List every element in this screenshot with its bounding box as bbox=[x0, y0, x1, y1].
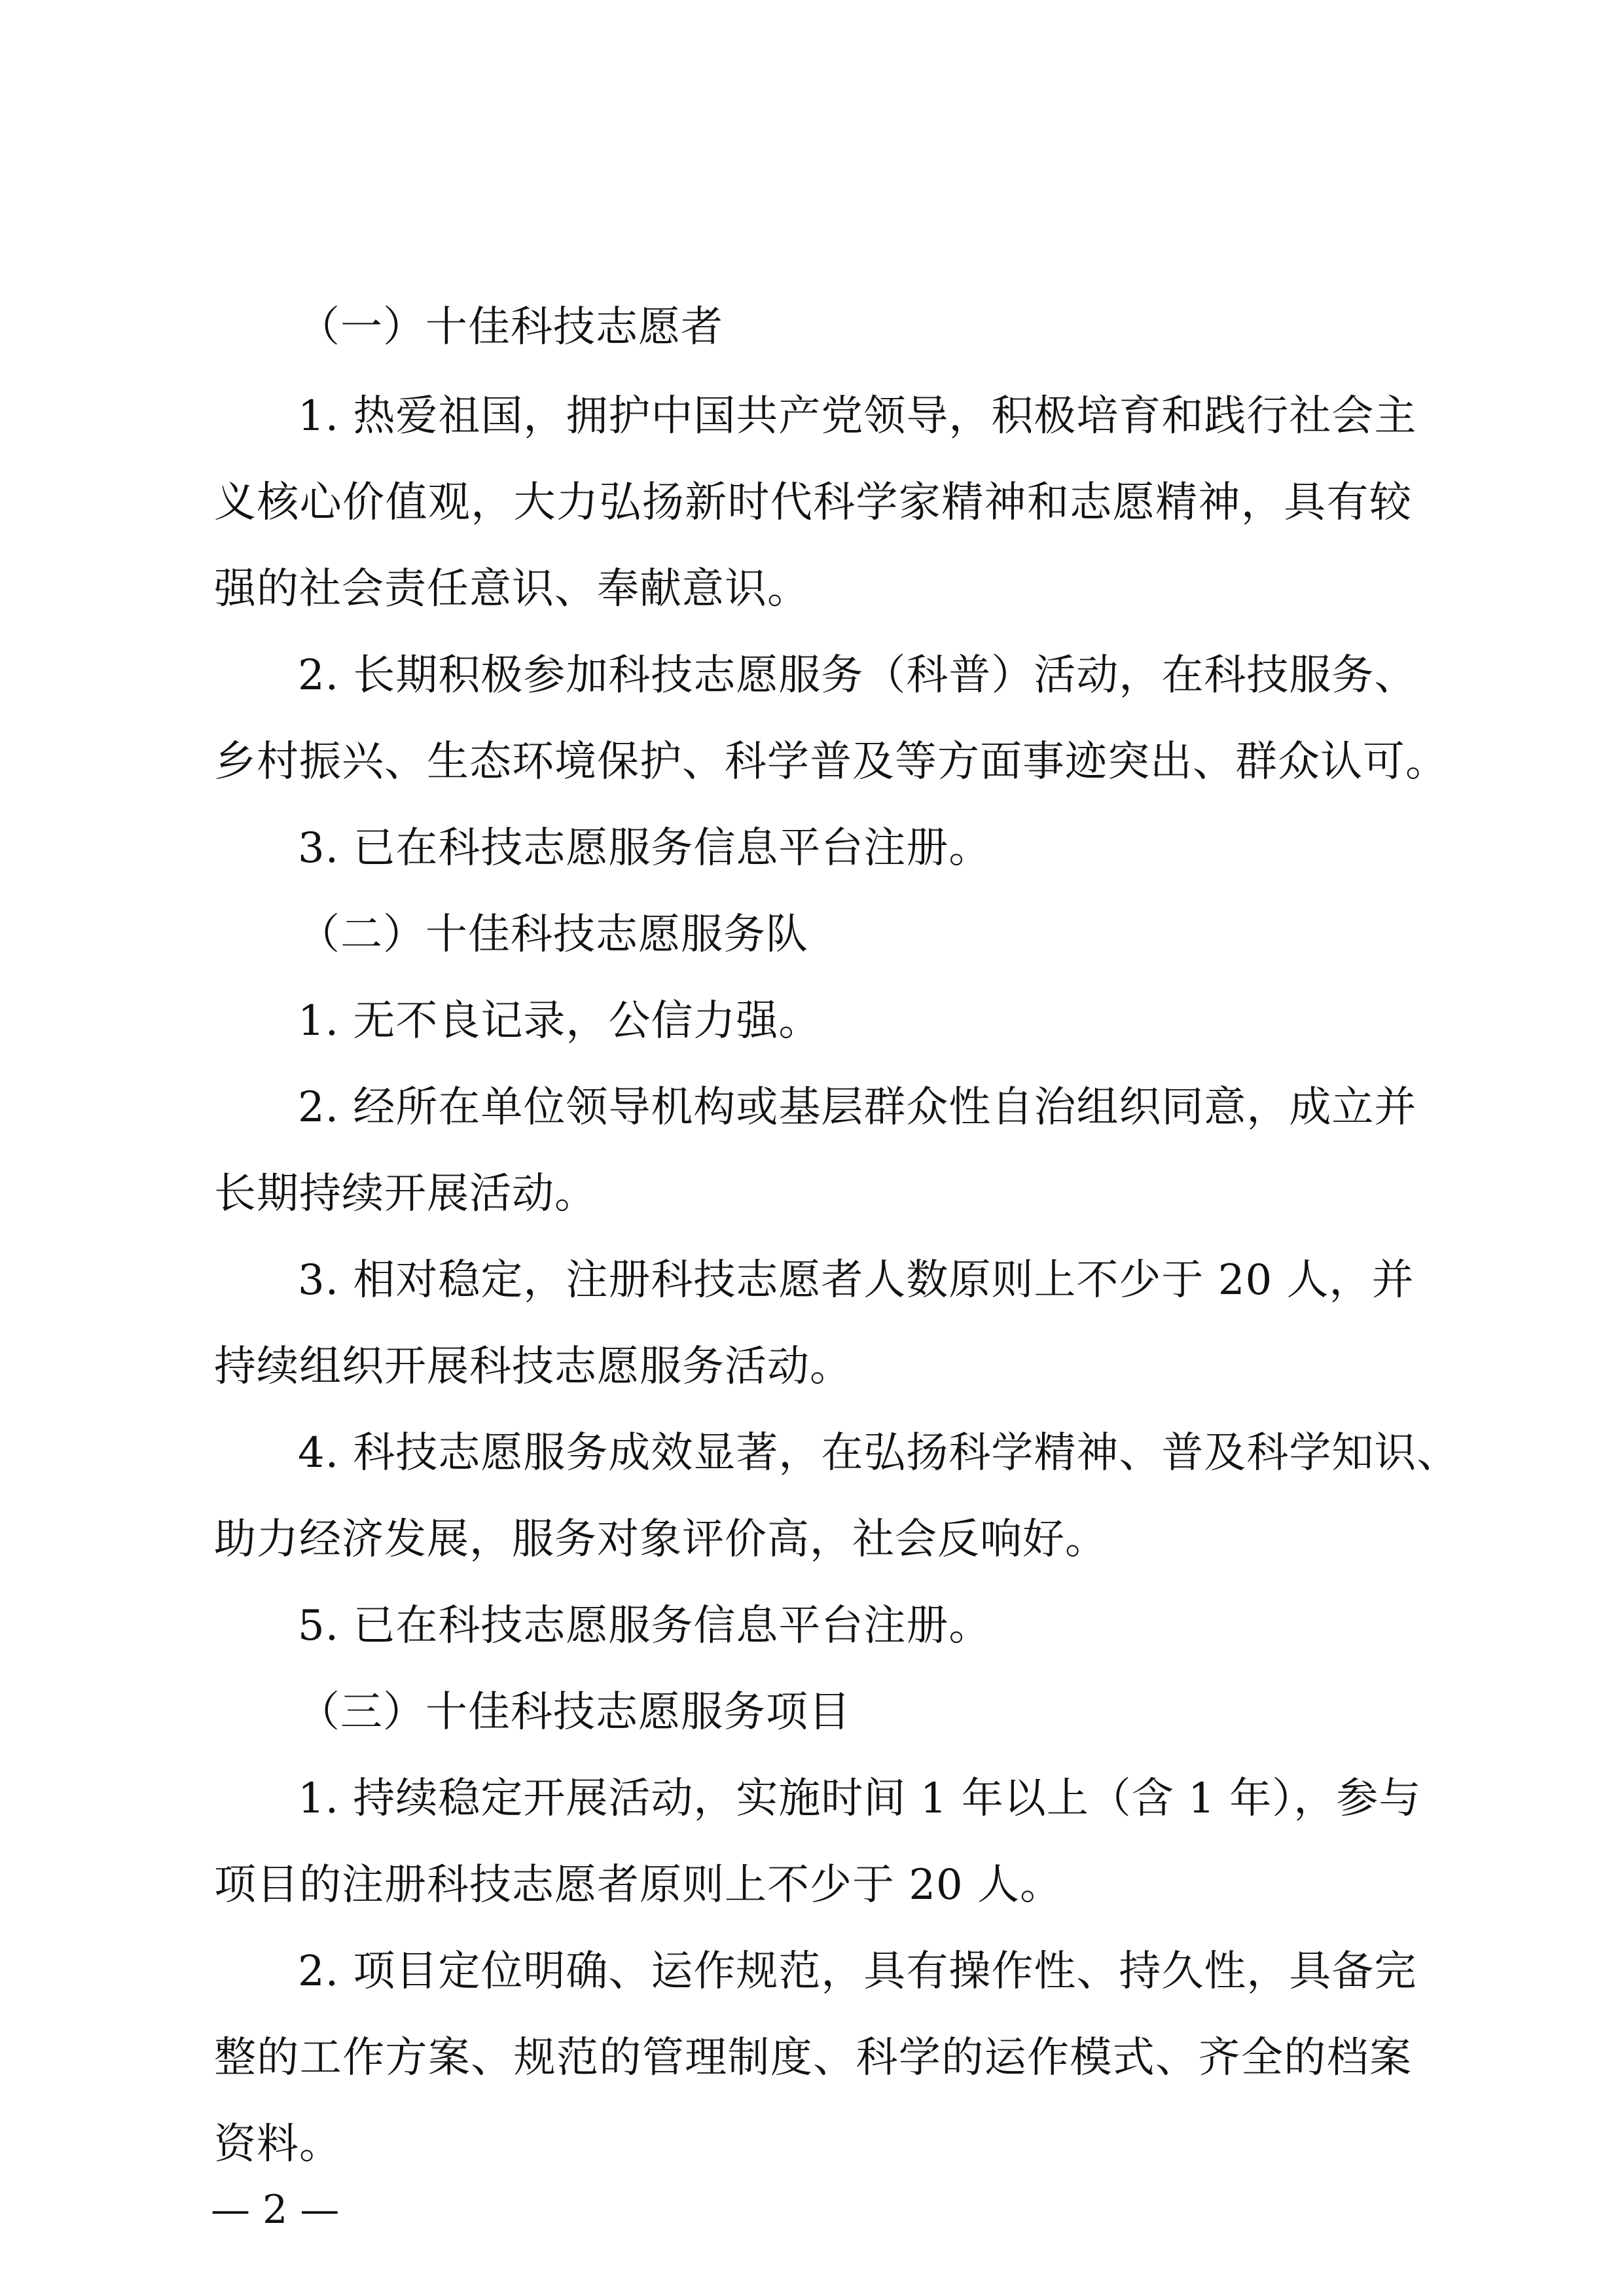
paragraph-line: 义核心价值观，大力弘扬新时代科学家精神和志愿精神，具有较 bbox=[214, 478, 1412, 527]
page-number: — 2 — bbox=[211, 2187, 340, 2233]
paragraph-line: 1. 无不良记录，公信力强。 bbox=[298, 997, 821, 1045]
section-heading-volunteer: （一）十佳科技志愿者 bbox=[298, 303, 723, 351]
paragraph-line: 4. 科技志愿服务成效显著，在弘扬科学精神、普及科学知识、 bbox=[298, 1429, 1460, 1477]
paragraph-line: 3. 相对稳定，注册科技志愿者人数原则上不少于 20 人，并 bbox=[298, 1256, 1415, 1305]
paragraph-line: 整的工作方案、规范的管理制度、科学的运作模式、齐全的档案 bbox=[214, 2034, 1412, 2082]
paragraph-line: 2. 经所在单位领导机构或基层群众性自治组织同意，成立并 bbox=[298, 1083, 1417, 1132]
paragraph-line: 乡村振兴、生态环境保护、科学普及等方面事迹突出、群众认可。 bbox=[214, 738, 1448, 786]
paragraph-line: 资料。 bbox=[214, 2120, 342, 2169]
paragraph-line: 长期持续开展活动。 bbox=[214, 1170, 597, 1218]
paragraph-line: 强的社会责任意识、奉献意识。 bbox=[214, 565, 810, 613]
paragraph-line: 项目的注册科技志愿者原则上不少于 20 人。 bbox=[214, 1861, 1063, 1909]
paragraph-line: 1. 热爱祖国，拥护中国共产党领导，积极培育和践行社会主 bbox=[298, 392, 1417, 441]
paragraph-line: 1. 持续稳定开展活动，实施时间 1 年以上（含 1 年），参与 bbox=[298, 1775, 1422, 1823]
section-heading-project: （三）十佳科技志愿服务项目 bbox=[298, 1688, 851, 1737]
paragraph-line: 5. 已在科技志愿服务信息平台注册。 bbox=[298, 1602, 992, 1650]
paragraph-line: 2. 项目定位明确、运作规范，具有操作性、持久性，具备完 bbox=[298, 1947, 1417, 1996]
paragraph-line: 助力经济发展，服务对象评价高，社会反响好。 bbox=[214, 1515, 1108, 1564]
section-heading-team: （二）十佳科技志愿服务队 bbox=[298, 910, 808, 959]
paragraph-line: 2. 长期积极参加科技志愿服务（科普）活动，在科技服务、 bbox=[298, 651, 1417, 700]
paragraph-line: 3. 已在科技志愿服务信息平台注册。 bbox=[298, 824, 992, 873]
paragraph-line: 持续组织开展科技志愿服务活动。 bbox=[214, 1343, 852, 1391]
